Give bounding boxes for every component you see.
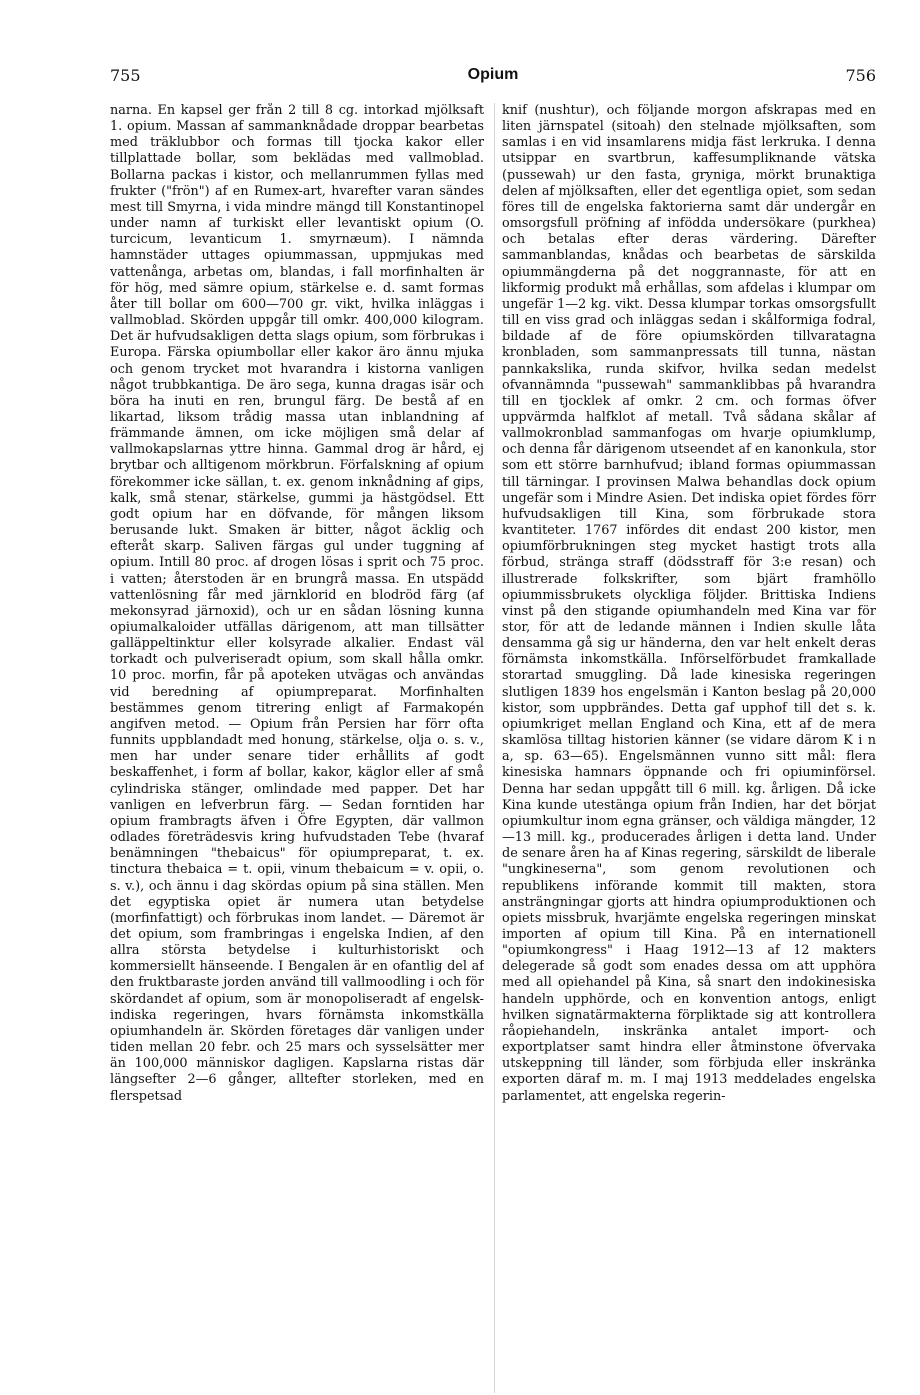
page-header bbox=[110, 66, 876, 90]
column-divider bbox=[494, 103, 495, 1393]
running-head-title: Opium bbox=[467, 66, 519, 83]
left-column-text: narna. En kapsel ger från 2 till 8 cg. intorkad mjölksaft 1. opium. Massan af sammanknådade droppar bearbetas med träklubbor och formas till tjocka kakor eller tillplattade bollar, som beklädas med vallmoblad. Bollarna packas i kistor, och mellanrummen fyllas med frukter ("frön") af en Rumex-art, hvarefter varan sändes mest till Smyrna, i vida mindre mängd till Konstantinopel under namn af turkiskt eller levantiskt opium (O. turcicum, levanticum 1. smyrnæum). I nämnda hamnstäder uttages opiummassan, uppmjukas med vattenånga, arbetas om, blandas, i fall morfinhalten är för hög, med sämre opium, stärkelse e. d. samt formas åter till bollar om 600—700 gr. vikt, hvilka inläggas i vallmoblad. Skörden uppgår till omkr. 400,000 kilogram. Det är hufvudsakligen detta slags opium, som förbrukas i Europa. Färska opiumbollar eller kakor äro ännu mjuka och genom trycket mot hvarandra i kistorna vanligen något trubbkantiga. De äro sega, kunna dragas isär och böra ha inuti en ren, brungul färg. De bestå af en likartad, liksom trådig massa utan inblandning af främmande ämnen, om icke möjligen små delar af vallmokapslarnas yttre hinna. Gammal drog är hård, ej brytbar och alltigenom mörkbrun. Förfalskning af opium förekommer icke sällan, t. ex. genom inknådning af gips, kalk, små stenar, stärkelse, gummi ja hästgödsel. Ett godt opium har en döfvande, för mången liksom berusande lukt. Smaken är bitter, något äcklig och efteråt skarp. Saliven färgas gul under tuggning af opium. Intill 80 proc. af drogen lösas i sprit och 75 proc. i vatten; återstoden är en brungrå massa. En utspädd vattenlösning får med järnklorid en blodröd färg (af mekonsyrad järnoxid), och ur en sådan lösning kunna opiumalkaloider utfällas därigenom, att man tillsätter galläppeltinktur eller kolsyrade alkalier. Endast väl torkadt och pulveriseradt opium, som skall hålla omkr. 10 proc. morfin, får på apoteken utvägas och användas vid beredning af opiumpreparat. Morfinhalten bestämmes genom titrering enligt af Farmakopén angifven metod. — Opium från Persien har förr ofta funnits uppblandadt med honung, stärkelse, olja o. s. v., men har under senare tider erhållits af godt beskaffenhet, i form af bollar, kakor, käglor eller af små cylindriska stänger, omlindade med papper. Det har vanligen en lefverbrun färg. — Sedan forntiden har opium frambragts äfven i Öfre Egypten, där vallmon odlades företrädesvis kring hufvudstaden Tebe (hvaraf benämningen "thebaicus" för opiumpreparat, t. ex. tinctura thebaica = t. opii, vinum thebaicum = v. opii, o. s. v.), och ännu i dag skördas opium på sina ställen. Men det egyptiska opiet är numera utan betydelse (morfinfattigt) och förbrukas inom landet. — Däremot är det opium, som frambringas i engelska Indien, af den allra största betydelse i kulturhistoriskt och kommersiellt hänseende. I Bengalen är en ofantlig del af den fruktbaraste jorden använd till vallmoodling i och för skördandet af opium, som är monopoliseradt af engelsk-indiska regeringen, hvars förnämsta inkomstkälla opiumhandeln är. Skörden företages där vanligen under tiden mellan 20 febr. och 25 mars och sysselsätter mer än 100,000 människor dagligen. Kapslarna ristas där längsefter 2—6 gånger, alltefter storleken, med en flerspetsad bbox=[110, 103, 484, 1104]
right-column-text: knif (nushtur), och följande morgon afskrapas med en liten järnspatel (sitoah) den stelnade mjölksaften, som samlas i en vid insamlarens midja fäst lerkruka. I denna utsippar en svartbrun, kaffesumpliknande vätska (pussewah) ur den fasta, gryniga, mörkt brunaktiga delen af mjölksaften, eller det egentliga opiet, som sedan föres till de engelska faktorierna samt där undergår en omsorgsfull pröfning af infödda undersökare (purkhea) och betalas efter deras värdering. Därefter sammanblandas, knådas och bearbetas de särskilda opiummängderna på det noggrannaste, för att en likformig produkt må erhållas, som afdelas i klumpar om ungefär 1—2 kg. vikt. Dessa klumpar torkas omsorgsfullt till en viss grad och inläggas sedan i skålformiga fodral, bildade af de före opiumskörden tillvaratagna kronbladen, som sammanpressats till tunna, nästan pannkakslika, runda skifvor, hvilka sedan medelst ofvannämnda "pussewah" sammanklibbas på hvarandra till en tjocklek af omkr. 2 cm. och formas öfver uppvärmda halfklot af metall. Två sådana skålar af vallmokronblad sammanfogas om hvarje opiumklump, och denna får därigenom utseendet af en kanonkula, stor som ett större barnhufvud; ibland formas opiummassan till tärningar. I provinsen Malwa behandlas dock opium ungefär som i Mindre Asien. Det indiska opiet fördes förr hufvudsakligen till Kina, som förbrukade stora kvantiteter. 1767 infördes dit endast 200 kistor, men opiumförbrukningen steg mycket hastigt trots alla förbud, stränga straff (dödsstraff för 3:e resan) och illustrerade folkskrifter, som bjärt framhöllo opiummissbrukets olyckliga följder. Brittiska Indiens vinst på den stigande opiumhandeln med Kina var för stor, för att de ledande männen i Indien skulle låta densamma gå sig ur händerna, den var helt enkelt deras förnämsta inkomstkälla. Införselförbudet framkallade storartad smuggling. Då lade kinesiska regeringen slutligen 1839 hos engelsmän i Kanton beslag på 20,000 kistor, som uppbrändes. Detta gaf upphof till det s. k. opiumkriget mellan England och Kina, ett af de mera skamlösa tilltag historien känner (se vidare därom K i n a, sp. 63—65). Engelsmännen vunno sitt mål: flera kinesiska hamnars öppnande och fri opiuminförsel. Denna har sedan uppgått till 6 mill. kg. årligen. Då icke Kina kunde utestänga opium från Indien, har det börjat opiumkultur inom egna gränser, och väldiga mängder, 12—13 mill. kg., producerades årligen i detta land. Under de senare åren ha af Kinas regering, särskildt de liberale "ungkineserna", som genom revolutionen och republikens införande kommit till makten, stora ansträngningar gjorts att hindra opiumproduktionen och opiets missbruk, hvarjämte engelska regeringen minskat importen af opium till Kina. På en internationell "opiumkongress" i Haag 1912—13 af 12 makters delegerade så godt som enades dessa om att upphöra med all opiehandel på Kina, så snart den indokinesiska handeln upphörde, och en konvention antogs, enligt hvilken signatärmakterna förpliktade sig att kontrollera råopiehandeln, inskränka antalet import- och exportplatser samt hindra eller åtminstone öfvervaka utskeppning till länder, som förbjuda eller inskränka exporten däraf m. m. I maj 1913 meddelades engelska parlamentet, att engelska regerin- bbox=[502, 103, 876, 1104]
right-column bbox=[502, 103, 876, 1395]
left-column bbox=[110, 103, 484, 1395]
page-number-right: 756 bbox=[845, 66, 876, 85]
page-number-left: 755 bbox=[110, 66, 141, 85]
